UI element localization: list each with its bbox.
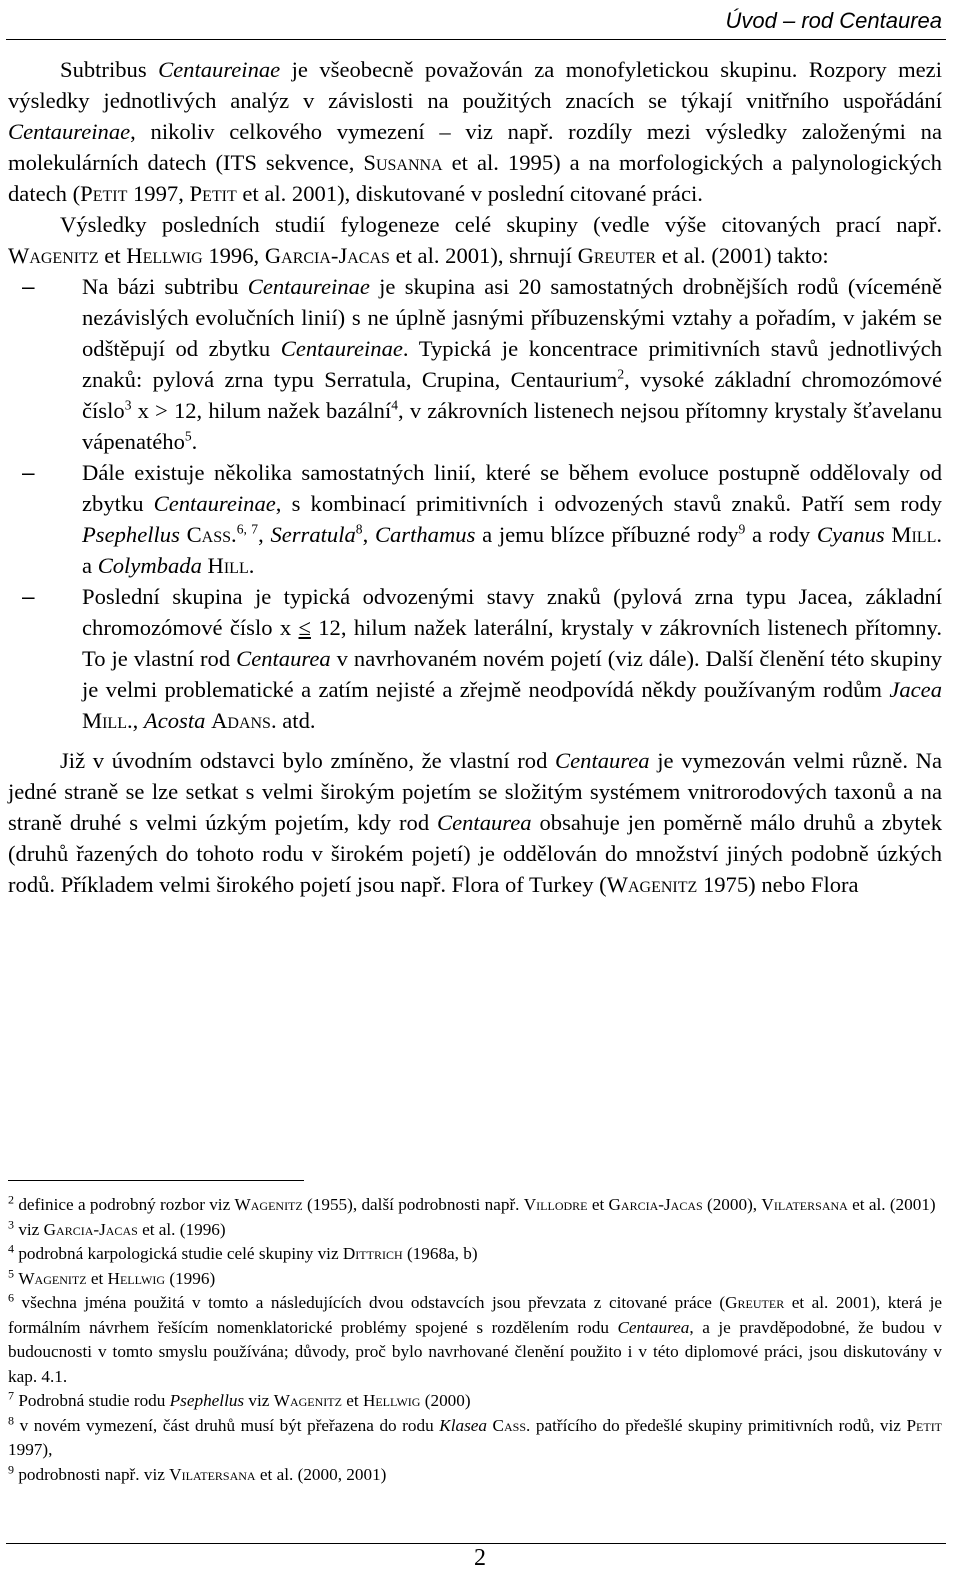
taxon-name: Acosta [143,708,206,733]
taxon-name: Centaurea [236,646,331,671]
text-run: podrobná karpologická studie celé skupiny viz [18,1244,343,1263]
text-run: (2000), [702,1195,762,1214]
taxon-name: Colymbada [97,553,202,578]
taxon-name: Centaureinae [158,57,281,82]
text-run: obsahuje jen poměrně málo druhů a zbytek (druhů řazených do tohoto rodu v širokém pojetí) je oddělován do množství jiných podobně úzkých rodů. Příkladem velmi širokého pojetí jsou např. Flora of Turkey ( [8,810,942,897]
author-name: Petit [80,181,128,206]
taxon-name: Centaureinae [8,119,131,144]
text-run: , nikoliv celkového vymezení – viz např. rozdíly mezi výsledky založenými na molekulárních datech (ITS sekvence, [8,119,942,175]
text-run: 1996, [202,243,265,268]
text-run [180,522,187,547]
author-name: Adans. [211,708,277,733]
text-run: Subtribus [60,57,159,82]
taxon-name: Serratula [270,522,356,547]
footnote [8,1242,942,1267]
text-run: Dále existuje několika samostatných linií, které se během evoluce postupně oddělovaly od zbytku [82,460,942,516]
text-run: podrobnosti např. viz [18,1464,170,1484]
text-run: et [587,1195,609,1214]
list-item [8,457,942,581]
footnote-number: 7 [8,1388,15,1403]
text-run: Na bázi subtribu [82,274,248,299]
text-run: 1997), [8,1440,53,1459]
author-name: Hellwig [126,243,203,268]
author-name: Hill. [207,553,255,578]
dash-bullet: – [22,460,35,485]
author-name: Wagenitz [606,872,698,897]
text-run: atd. [276,708,316,733]
text-run: , a je pravděpodobné, že budou v budoucnosti v tomto smyslu používána; důvody, proč bylo navrhované členění použito i v této diplomové práci, jsou diskutovány v kap. 4.1. [8,1317,942,1386]
dash-bullet: – [22,274,35,299]
footnote-ref[interactable]: 4 [391,397,399,413]
author-name: Dittrich [342,1244,403,1263]
text-run: a rody [745,522,817,547]
author-name: Mill. [82,708,133,733]
paragraph-3 [8,745,942,900]
text-run: et al. 2001), diskutované v poslední citované práci. [236,181,703,206]
footnotes [8,1193,942,1487]
author-name: Villodre [523,1195,588,1214]
taxon-name: Psephellus [169,1391,245,1410]
text-run: et [98,243,127,268]
author-name: Wagenitz [234,1195,303,1214]
running-head: Úvod – rod Centaurea [725,8,942,33]
author-name: Garcia-Jacas [264,243,390,268]
text-run: , [258,522,271,547]
page-header [6,8,946,34]
author-name: Cass. [492,1415,531,1435]
footnote-ref[interactable]: 6, 7 [236,521,259,537]
footnote [8,1414,942,1463]
text-run: et al. (1996) [137,1219,226,1239]
taxon-name: Centaureinae [280,336,403,361]
taxon-name: Jacea [889,677,942,702]
text-run: et al. 1995) a na morfologických a palynologických datech ( [8,150,942,206]
list-item [8,271,942,457]
text-run: x > 12, hilum nažek bazální [131,398,392,423]
text-run: všechna jména použitá v tomto a následujících dvou odstavcích jsou převzata z citované práce ( [21,1293,726,1312]
text-run: patřícího do předešlé skupiny primitivních rodů, viz [530,1415,907,1435]
author-name: Susanna [363,150,443,175]
text-run: a [82,553,98,578]
page-number: 2 [474,1545,486,1571]
footnote [8,1291,942,1389]
text-run: je vymezován velmi různě. Na jedné straně se lze setkat s velmi širokým pojetím se složitým systémem vnitrorodových taxonů a na straně druhé s velmi úzkým pojetím, kdy rod [8,748,942,835]
text-run: et al. (2001) takto: [656,243,829,268]
text-run: v navrhovaném novém pojetí (viz dále). Další členění této skupiny je velmi problematické a zatím nejisté a zřejmě neodpovídá někdy používaným rodům [82,646,942,702]
taxon-name: Klasea [439,1415,487,1435]
taxon-name: Psephellus [82,522,180,547]
text-run: Podrobná studie rodu [18,1391,170,1410]
footnote-ref[interactable]: 2 [617,366,625,382]
taxon-name: Centaurea [555,748,650,773]
dash-bullet: – [22,584,35,609]
footnote [8,1389,942,1414]
footnote-separator [8,1180,304,1181]
footnote-number: 6 [8,1290,15,1305]
text-run: v novém vymezení, část druhů musí být přeřazena do rodu [19,1415,440,1435]
author-name: Vilatersana [761,1195,848,1214]
taxon-name: Centaurea [437,810,532,835]
author-name: Wagenitz [18,1268,87,1288]
footnote [8,1463,942,1488]
footnote-ref[interactable]: 3 [124,397,132,413]
text-run: . Typická je koncentrace primitivních stavů jednotlivých znaků: pylová zrna typu Serratula, Crupina, Centaurium [82,336,942,392]
text-run: et al. 2001), která je formálním návrhem řešícím nomenklatorické problémy spojené s rozdělením rodu [8,1293,943,1337]
footer-rule [6,1543,946,1544]
author-name: Wagenitz [273,1391,342,1410]
taxon-name: Cyanus [816,522,885,547]
footnote [8,1267,942,1292]
author-name: Greuter [725,1293,785,1312]
paragraph-1 [8,54,942,209]
text-run: a jemu blízce příbuzné rody [475,522,739,547]
text-run: , v zákrovních listenech nejsou přítomny krystaly šťavelanu vápenatého [82,398,942,454]
taxon-name: Centaureinae [153,491,276,516]
footnote-ref[interactable]: 8 [355,521,363,537]
text-run: 1975) nebo Flora [697,872,859,897]
text-run: , [132,708,144,733]
text-run: . [191,429,198,454]
text-run: Výsledky posledních studií fylogeneze celé skupiny (vedle výše citovaných prací např. [60,212,942,237]
text-run: viz [244,1391,274,1410]
text-run: (1968a, b) [402,1244,478,1263]
summary-list [8,271,942,736]
footnote-number: 5 [8,1265,15,1280]
text-run: viz [18,1219,44,1239]
author-name: Hellwig [362,1391,421,1410]
footnote-number: 9 [8,1461,15,1476]
text-run: et al. 2001), shrnují [389,243,578,268]
footnote [8,1193,942,1218]
text-run: , s kombinací primitivních i odvozených stavů znaků. Patří sem rody [275,491,942,516]
footnote-number: 2 [8,1192,15,1207]
text-run: definice a podrobný rozbor viz [18,1195,235,1214]
author-name: Vilatersana [169,1464,256,1484]
text-run: et [341,1391,363,1410]
header-rule [6,39,946,40]
author-name: Garcia-Jacas [608,1195,703,1214]
text-run: et [86,1268,108,1288]
author-name: Garcia-Jacas [43,1219,138,1239]
taxon-name: Centaurea [617,1317,690,1337]
text-run: 1997, [127,181,190,206]
text-run: , [362,522,375,547]
text-run: 12, hilum nažek laterální, krystaly v zákrovních listenech přítomny. To je vlastní rod [82,615,942,671]
footnote-number: 3 [8,1216,15,1231]
author-name: Hellwig [107,1268,166,1288]
footnote-number: 4 [8,1241,15,1256]
text-run: et al. (2000, 2001) [255,1464,387,1484]
author-name: Greuter [577,243,657,268]
text-run: (1955), další podrobnosti např. [302,1195,524,1214]
author-name: Mill. [891,522,943,547]
footnote-ref[interactable]: 9 [738,521,746,537]
text-run: , vysoké základní chromozómové číslo [82,367,942,423]
author-name: Petit [189,181,237,206]
list-item [8,581,942,736]
taxon-name: Carthamus [374,522,476,547]
footnote-number: 8 [8,1412,15,1427]
author-name: Wagenitz [8,243,99,268]
author-name: Cass. [186,522,237,547]
footnote [8,1218,942,1243]
text-run: Již v úvodním odstavci bylo zmíněno, že vlastní rod [60,748,556,773]
text-run: et al. (2001) [847,1195,936,1214]
less-equal-sign: ≤ [298,615,311,640]
paragraph-2 [8,209,942,271]
text-run: Poslední skupina je typická odvozenými stavy znaků (pylová zrna typu Jacea, základní chromozómové číslo x [82,584,942,640]
text-run: je všeobecně považován za monofyletickou skupinu. Rozpory mezi výsledky jednotlivých analýz v závislosti na použitých znacích se týkají vnitřního uspořádání [8,57,942,113]
text-run: (1996) [165,1268,216,1288]
taxon-name: Centaureinae [247,274,370,299]
text-run: (2000) [420,1391,471,1410]
text-run: je skupina asi 20 samostatných drobnějších rodů (víceméně nezávislých evolučních linií) s ne úplně jasnými příbuzenskými vztahy a pořadím, v jakém se odštěpují od zbytku [82,274,942,361]
author-name: Petit [906,1415,943,1435]
main-text [8,54,942,900]
footnote-ref[interactable]: 5 [184,428,192,444]
